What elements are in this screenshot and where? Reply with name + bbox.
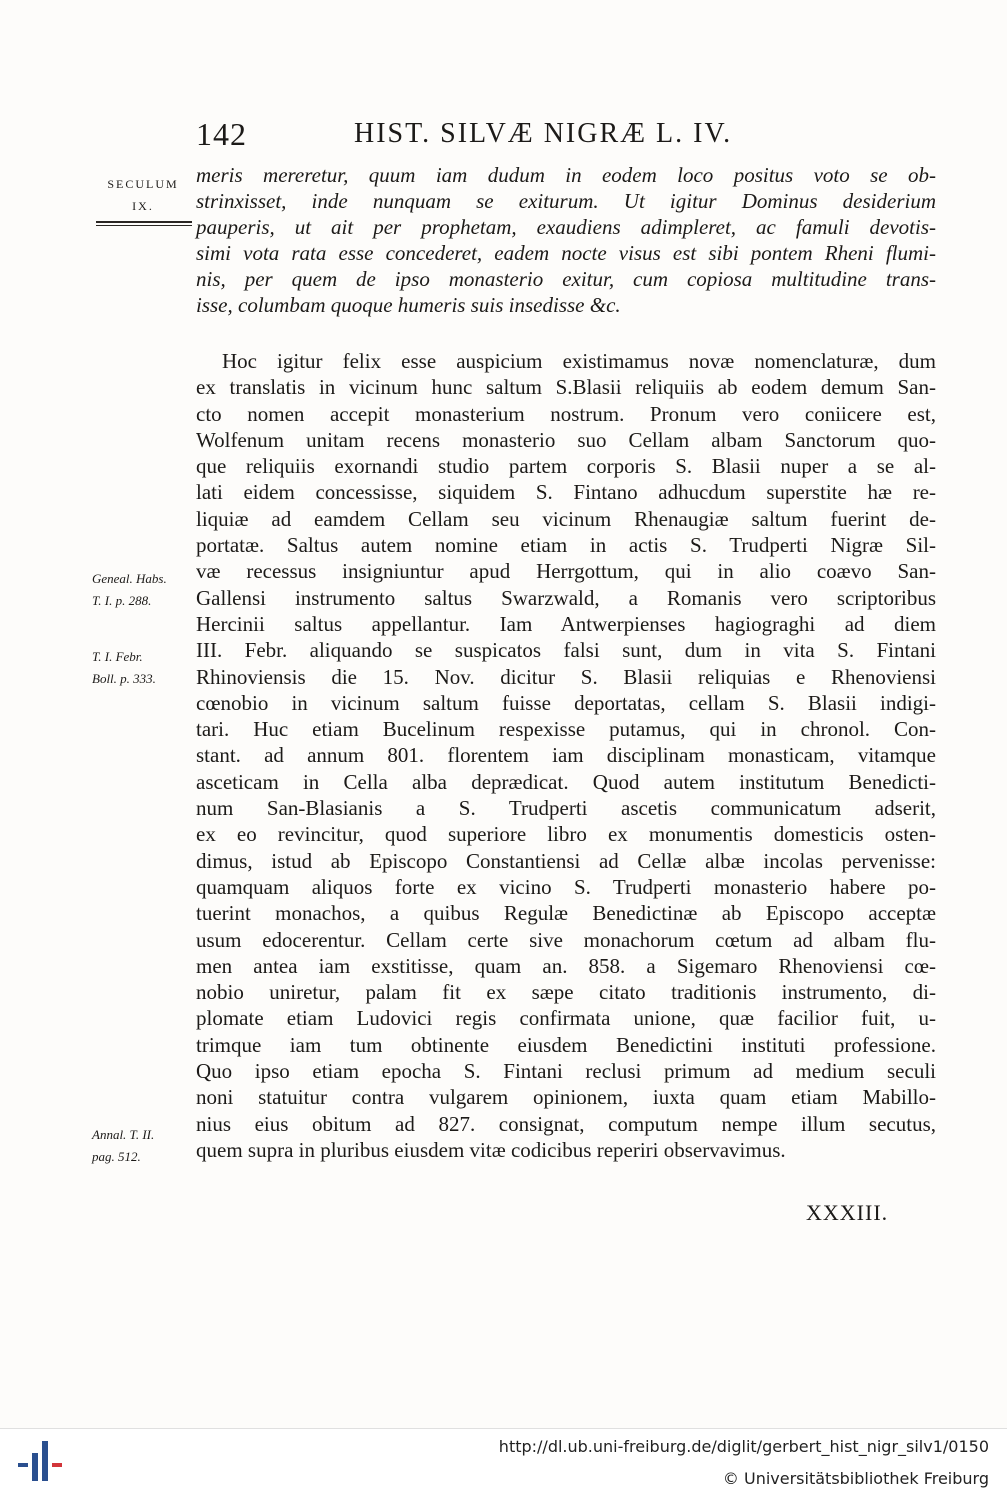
text-line: tuerint monachos, a quibus Regulæ Benedictinæ ab Episcopo acceptæ xyxy=(196,901,936,926)
italic-quotation xyxy=(196,162,936,318)
text-line: Hoc igitur felix esse auspicium existimamus novæ nomenclaturæ, dum xyxy=(222,349,936,373)
margin-note-annal xyxy=(92,1124,192,1168)
text-line: cto nomen accepit monasterium nostrum. Pronum vero coniicere est, xyxy=(196,401,936,426)
text-line: Gallensi instrumento saltus Swarzwald, a Romanis vero scriptoribus xyxy=(196,585,936,610)
margin-note-line: pag. 512. xyxy=(92,1149,141,1164)
margin-seculum xyxy=(102,173,184,226)
text-line: nius eius obitum ad 827. consignat, computum nempe illum secutus, xyxy=(196,1111,936,1136)
text-line: quem supra in pluribus eiusdem vitæ codicibus reperiri observavimus. xyxy=(196,1137,786,1162)
text-line: Quo ipso etiam epocha S. Fintani reclusi primum ad medium seculi xyxy=(196,1059,936,1084)
text-line: lati eidem concessisse, siquidem S. Fintano adhucdum superstite hæ re- xyxy=(196,480,936,505)
text-line: pauperis, ut ait per prophetam, exaudiens adimpleret, ac famuli devotis- xyxy=(196,215,936,239)
margin-note-febr xyxy=(92,646,192,690)
text-line: men antea iam exstitisse, quam an. 858. a Sigemaro Rhenoviensi cœ- xyxy=(196,953,936,978)
text-line: noni statuitur contra vulgarem opinionem, iuxta quam etiam Mabillo- xyxy=(196,1085,936,1110)
text-line: dimus, istud ab Episcopo Constantiensi ad Cellæ albæ incolas pervenisse: xyxy=(196,848,936,873)
text-line: asceticam in Cella alba deprædicat. Quod autem institutum Benedicti- xyxy=(196,769,936,794)
text-line: stant. ad annum 801. florentem iam disciplinam monasticam, vitamque xyxy=(196,743,936,768)
text-line: simi vota rata esse concederet, eadem nocte visus est sibi pontem Rheni flumi- xyxy=(196,241,936,265)
seculum-rule xyxy=(96,221,192,223)
margin-note-line: T. I. p. 288. xyxy=(92,593,152,608)
margin-note-line: Boll. p. 333. xyxy=(92,671,156,686)
copyright-notice: © Universitätsbibliothek Freiburg xyxy=(722,1469,989,1488)
text-line: portatæ. Saltus autem nomine etiam in actis S. Trudperti Nigræ Sil- xyxy=(196,533,936,558)
catchword: XXXIII. xyxy=(806,1200,889,1225)
text-line: ex eo revincitur, quod superiore libro ex monumentis domesticis osten- xyxy=(196,822,936,847)
text-line: væ recessus insigniuntur apud Herrgottum, qui in alio coævo San- xyxy=(196,559,936,584)
text-line: quamquam aliquos forte ex vicino S. Trudperti monasterio habere po- xyxy=(196,874,936,899)
text-line: meris mereretur, quum iam dudum in eodem loco positus voto se ob- xyxy=(196,163,936,187)
seculum-rule-thin xyxy=(96,225,192,226)
text-line: strinxisset, inde nunquam se exiturum. Ut igitur Dominus desiderium xyxy=(196,189,936,213)
text-line: Wolfenum unitam recens monasterio suo Cellam albam Sanctorum quo- xyxy=(196,427,936,452)
text-line: cœnobio in vicinum saltum fuisse deportatas, cellam S. Blasii indigi- xyxy=(196,690,936,715)
permalink-url[interactable]: http://dl.ub.uni-freiburg.de/diglit/gerbert_hist_nigr_silv1/0150 xyxy=(498,1437,989,1456)
margin-note-line: Geneal. Habs. xyxy=(92,571,167,586)
text-line: nis, per quem de ipso monasterio exitur, cum copiosa multitudine trans- xyxy=(196,267,936,291)
seculum-label: SECULUM xyxy=(107,177,179,191)
text-line: ex translatis in vicinum hunc saltum S.Blasii reliquiis ab eodem demum San- xyxy=(196,375,936,400)
body-text xyxy=(196,348,936,1163)
text-line: que reliquiis exornandi studio partem corporis S. Blasii nuper a se al- xyxy=(196,454,936,479)
text-line: nobio uniretur, palam fit ex sæpe citato traditionis instrumento, di- xyxy=(196,980,936,1005)
margin-note-line: Annal. T. II. xyxy=(92,1127,155,1142)
margin-note-geneal xyxy=(92,568,192,612)
text-line: Hercinii saltus appellantur. Iam Antwerpienses hagiograghi ad diem xyxy=(196,611,936,636)
ub-freiburg-logo-icon xyxy=(18,1441,64,1487)
page-header xyxy=(196,116,936,156)
text-line: tari. Huc etiam Bucelinum respexisse putamus, qui in chronol. Con- xyxy=(196,717,936,742)
text-line: liquiæ ad eamdem Cellam seu vicinum Rhenaugiæ saltum fuerint de- xyxy=(196,506,936,531)
text-line: III. Febr. aliquando se suspicatos falsi sunt, dum in vita S. Fintani xyxy=(196,638,936,663)
text-line: Rhinoviensis die 15. Nov. dicitur S. Blasii reliquias e Rhenoviensi xyxy=(196,664,936,689)
text-line: trimque iam tum obtinente eiusdem Benedictini instituti professione. xyxy=(196,1032,936,1057)
seculum-number: IX. xyxy=(132,199,154,213)
text-line: isse, columbam quoque humeris suis insedisse &c. xyxy=(196,293,621,317)
text-line: plomate etiam Ludovici regis confirmata unione, quæ facilior fuit, u- xyxy=(196,1006,936,1031)
margin-note-line: T. I. Febr. xyxy=(92,649,143,664)
text-line: usum edocerentur. Cellam certe sive monachorum cœtum ad albam flu- xyxy=(196,927,936,952)
running-title: HIST. SILVÆ NIGRÆ L. IV. xyxy=(354,118,733,149)
library-footer xyxy=(0,1428,1007,1499)
page-number: 142 xyxy=(196,116,247,152)
text-line: num San-Blasianis a S. Trudperti ascetis communicatum adserit, xyxy=(196,796,936,821)
